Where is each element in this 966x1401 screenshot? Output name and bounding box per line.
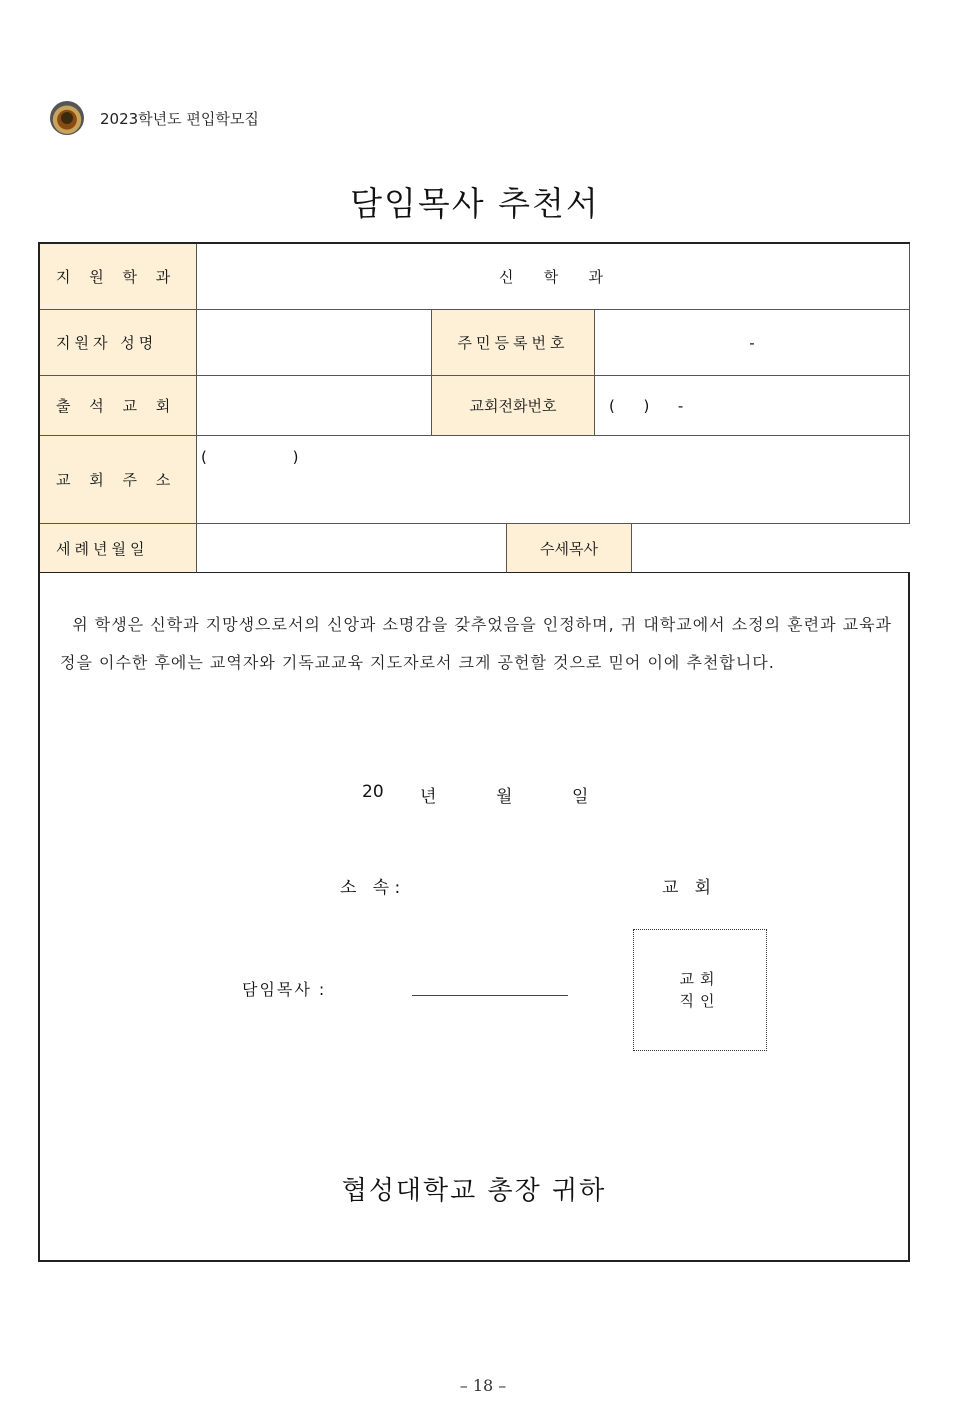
- document-header: [50, 100, 259, 136]
- church-seal-box: [633, 929, 767, 1051]
- recommendation-text-content: 위 학생은 신학과 지망생으로서의 신앙과 소명감을 갖추었음을 인정하며, 귀 대학교에서 소정의 훈련과 교육과정을 이수한 후에는 교역자와 기독교교육 지도자로서 크게 공헌할 것으로 믿어 이에 추천합니다.: [60, 615, 893, 672]
- page-number: – 18 –: [459, 1376, 507, 1395]
- baptism-date-field[interactable]: [197, 524, 507, 573]
- pastor-signature-label: 담임목사 :: [242, 980, 327, 999]
- signature-line[interactable]: [412, 995, 568, 996]
- date-year: 년: [420, 787, 437, 807]
- applicant-name-label: 지원자 성명: [40, 310, 197, 376]
- addressee: 협성대학교 총장 귀하: [341, 1176, 607, 1206]
- church-phone-label: 교회전화번호: [432, 376, 595, 436]
- date-prefix: 20: [362, 782, 384, 802]
- date-day: 일: [572, 787, 589, 807]
- baptizer-field[interactable]: [632, 524, 910, 573]
- recommendation-form: [38, 242, 910, 1262]
- seal-text-line1: 교회: [679, 970, 721, 988]
- church-phone-field[interactable]: ( ) -: [595, 376, 910, 436]
- applicant-name-field[interactable]: [197, 310, 432, 376]
- dept-value[interactable]: 신 학 과: [197, 244, 910, 310]
- dept-label: 지 원 학 과: [40, 244, 197, 310]
- church-address-label: 교 회 주 소: [40, 436, 197, 524]
- church-label: 출 석 교 회: [40, 376, 197, 436]
- church-address-field[interactable]: ( ): [197, 436, 910, 524]
- baptism-date-label: 세례년월일: [40, 524, 197, 573]
- date-month: 월: [496, 787, 513, 807]
- header-text: 2023학년도 편입학모집: [100, 109, 259, 128]
- seal-text-line2: 직인: [679, 992, 721, 1010]
- baptizer-label: 수세목사: [507, 524, 632, 573]
- recommendation-text: [60, 606, 892, 682]
- page-title: 담임목사 추천서: [350, 184, 600, 223]
- affiliation-label: 소 속 :: [340, 878, 401, 898]
- church-field[interactable]: [197, 376, 432, 436]
- resident-id-field[interactable]: -: [595, 310, 910, 376]
- university-logo: [50, 101, 84, 135]
- affiliation-church-suffix: 교 회: [662, 878, 712, 898]
- resident-id-label: 주민등록번호: [432, 310, 595, 376]
